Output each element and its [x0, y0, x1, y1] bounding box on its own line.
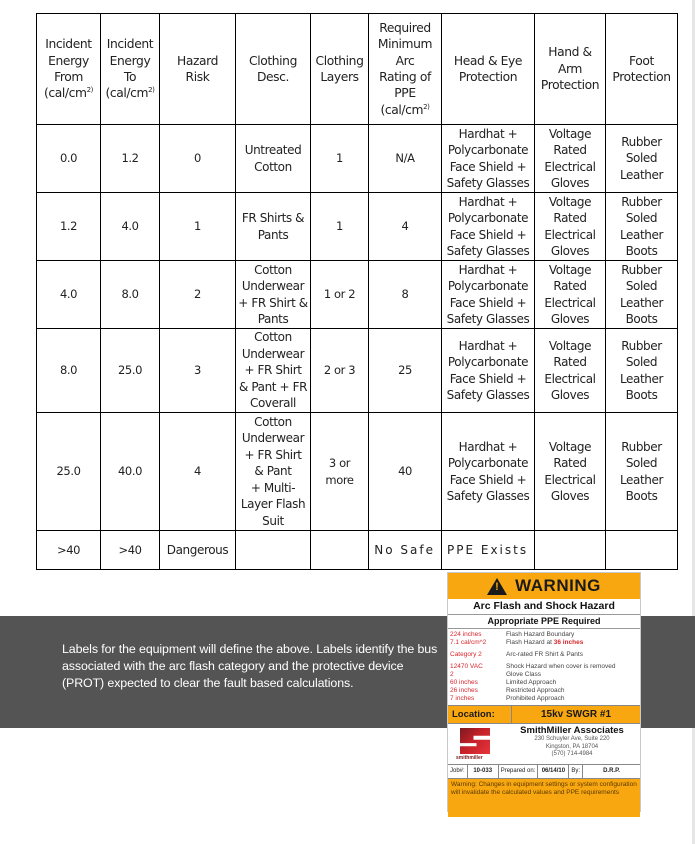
cell-to: 40.0: [101, 413, 160, 531]
header-head-eye-protection: [442, 14, 535, 125]
cell-line: Voltage: [548, 439, 592, 454]
cell-line: Boots: [625, 387, 658, 402]
label-hazard-row: [450, 687, 638, 695]
cell-line: Underwear: [241, 346, 305, 361]
cell-from: 1.2: [37, 193, 101, 261]
cell-line: Safety Glasses: [446, 488, 530, 503]
cell-line: Polycarbonate: [447, 143, 529, 158]
cell-line: Hardhat +: [458, 262, 518, 277]
cell-foot: [606, 329, 678, 413]
cell-layers: 1 or 2: [311, 261, 369, 329]
cell-line: & Pant + FR: [238, 379, 308, 394]
location-label: Location:: [448, 706, 512, 723]
label-hazard-row: [450, 663, 638, 671]
cell-line: Face Shield +: [449, 295, 527, 310]
header-line: Risk: [185, 70, 210, 84]
firm-address-line1: 230 Schuyler Ave, Suite 220: [534, 736, 610, 742]
logo-mark-icon: [460, 728, 490, 754]
header-line: Incident: [45, 37, 92, 52]
header-line: PPE: [394, 86, 416, 101]
header-line: Energy: [109, 53, 151, 68]
cell-empty: [606, 531, 678, 570]
cell-line: Gloves: [550, 311, 590, 326]
cell-hand: [535, 413, 606, 531]
cell-line: Hardhat +: [458, 439, 518, 454]
table-row: [37, 193, 678, 261]
hazard-value: 26 inches: [450, 687, 478, 694]
cell-line: Leather: [619, 227, 664, 242]
table-header-row: [37, 14, 678, 125]
cell-line: Soled: [625, 355, 658, 370]
hazard-description: Glove Class: [506, 671, 542, 678]
cell-from: >40: [37, 531, 101, 570]
cell-line: Rubber: [621, 262, 662, 277]
label-hazard-row: [450, 651, 638, 659]
cell-line: Polycarbonate: [447, 355, 529, 370]
header-line: Rating of: [379, 70, 431, 84]
cell-line: Gloves: [550, 175, 590, 190]
hazard-value: 2: [450, 671, 454, 678]
header-line: ($cal/cm^{2)}$: [380, 102, 430, 117]
cell-line: FR Shirts &: [241, 211, 305, 226]
cell-from: 0.0: [37, 125, 101, 193]
cell-layers: 1: [311, 193, 369, 261]
label-hazard-row: [450, 631, 638, 639]
cell-line: Rated: [553, 143, 587, 158]
cell-line: + Multi-: [250, 480, 296, 495]
cell-head: [442, 329, 535, 413]
table-row: [37, 261, 678, 329]
cell-line: + FR Shirt: [244, 363, 302, 378]
hazard-description: Flash Hazard Boundary: [506, 631, 575, 638]
cell-line: Pants: [257, 311, 289, 326]
cell-to: >40: [101, 531, 160, 570]
header-incident-energy-to: [101, 14, 160, 125]
cell-line: Hardhat +: [458, 338, 518, 353]
cell-line: Rated: [553, 355, 587, 370]
cell-rating: 8: [369, 261, 442, 329]
smithmiller-logo: [448, 724, 504, 764]
label-hazard-row: [450, 695, 638, 703]
cell-line: Gloves: [550, 387, 590, 402]
cell-line: Face Shield +: [449, 472, 527, 487]
warning-header: [448, 573, 640, 599]
cell-line: Rated: [553, 279, 587, 294]
by-label: By:: [569, 765, 583, 778]
cell-risk: 4: [160, 413, 236, 531]
table-row: [37, 125, 678, 193]
cell-line: Polycarbonate: [447, 279, 529, 294]
cell-line: Soled: [625, 151, 658, 166]
cell-clothing: [236, 193, 311, 261]
firm-name: SmithMiller Associates: [520, 725, 624, 736]
header-clothing-desc: [236, 14, 311, 125]
hazard-description: Prohibited Approach: [506, 695, 565, 702]
header-line: Clothing: [315, 53, 364, 68]
hazard-description: Restricted Approach: [506, 687, 565, 694]
cell-to: 1.2: [101, 125, 160, 193]
header-line: Energy: [48, 53, 89, 68]
cell-line: Face Shield +: [449, 371, 527, 386]
cell-line: Cotton: [254, 330, 292, 345]
label-hazard-row: [450, 639, 638, 647]
hazard-value: 60 inches: [450, 679, 478, 686]
job-row: [448, 764, 640, 779]
hazard-value: 7.1 cal/cm^2: [450, 639, 487, 646]
cell-line: Leather: [619, 472, 664, 487]
label-footer-warning: Warning: Changes in equipment settings or system configuration will invalidate the calculated values and PPE requirements: [448, 779, 640, 817]
cell-head: PPE Exists: [442, 531, 535, 570]
label-hazard-rows: [448, 629, 640, 703]
cell-line: Boots: [625, 243, 658, 258]
cell-line: Safety Glasses: [446, 387, 530, 402]
header-hazard-risk: [160, 14, 236, 125]
header-line: Arc: [395, 53, 415, 68]
cell-line: Soled: [625, 211, 658, 226]
cell-head: [442, 413, 535, 531]
cell-line: Safety Glasses: [446, 243, 530, 258]
prepared-value: 06/14/10: [541, 768, 566, 774]
cell-line: Hardhat +: [458, 126, 518, 141]
cell-line: more: [325, 472, 354, 487]
cell-line: Electrical: [544, 472, 596, 487]
location-value: 15kv SWGR #1: [540, 709, 612, 720]
cell-line: Safety Glasses: [446, 311, 530, 326]
cell-from: 8.0: [37, 329, 101, 413]
header-line: Hazard: [176, 53, 219, 68]
cell-rating: 25: [369, 329, 442, 413]
header-line: Required: [379, 20, 431, 35]
cell-line: Voltage: [548, 338, 592, 353]
header-line: Arm: [557, 61, 583, 76]
info-band-text: Labels for the equipment will define the above. Labels identify the bus associated with the arc flash category and the protective device (PROT) expected to clear the fault based calculations.: [62, 642, 438, 690]
cell-line: Rated: [553, 211, 587, 226]
header-line: Protection: [458, 70, 518, 84]
warning-triangle-icon: !: [487, 578, 507, 595]
cell-rating: 40: [369, 413, 442, 531]
cell-line: Polycarbonate: [447, 456, 529, 471]
header-line: Protection: [612, 70, 671, 84]
cell-head: [442, 261, 535, 329]
hazard-description: Flash Hazard at 36 inches: [506, 639, 584, 646]
location-row: [448, 705, 640, 724]
cell-clothing: [236, 261, 311, 329]
cell-line: Boots: [625, 311, 658, 326]
cell-line: 3 or: [328, 456, 351, 471]
header-line: Foot: [629, 53, 654, 68]
header-incident-energy-from: [37, 14, 101, 125]
cell-line: Coverall: [250, 396, 296, 411]
cell-hand: [535, 261, 606, 329]
cell-line: Layer Flash: [240, 497, 306, 512]
cell-line: Face Shield +: [449, 159, 527, 174]
cell-risk: Dangerous: [160, 531, 236, 570]
cell-line: Rubber: [621, 194, 662, 209]
cell-layers: [311, 413, 369, 531]
cell-line: Boots: [625, 488, 658, 503]
cell-line: Electrical: [544, 227, 596, 242]
cell-line: Cotton: [254, 262, 292, 277]
cell-line: Safety Glasses: [446, 175, 530, 190]
cell-line: Voltage: [548, 262, 592, 277]
cell-layers: 1: [311, 125, 369, 193]
cell-clothing: [236, 413, 311, 531]
cell-line: Rubber: [621, 338, 662, 353]
cell-empty: [535, 531, 606, 570]
label-hazard-row: [450, 671, 638, 679]
cell-line: + FR Shirt &: [238, 295, 308, 310]
header-hand-arm-protection: [535, 14, 606, 125]
header-line: Clothing: [249, 53, 297, 68]
hazard-value: Category 2: [450, 651, 482, 658]
cell-risk: 1: [160, 193, 236, 261]
cell-empty: [236, 531, 311, 570]
cell-line: Rubber: [621, 134, 662, 149]
header-line: Head & Eye: [453, 53, 523, 68]
cell-risk: 0: [160, 125, 236, 193]
hazard-value: 7 inches: [450, 695, 475, 702]
cell-line: Leather: [619, 371, 664, 386]
cell-risk: 3: [160, 329, 236, 413]
cell-hand: [535, 193, 606, 261]
hazard-value: 224 inches: [450, 631, 482, 638]
cell-line: Electrical: [544, 159, 596, 174]
cell-head: [442, 193, 535, 261]
cell-head: [442, 125, 535, 193]
cell-line: Electrical: [544, 295, 596, 310]
arc-flash-warning-label: [447, 572, 641, 812]
cell-to: 4.0: [101, 193, 160, 261]
cell-line: Suit: [262, 513, 284, 528]
cell-hand: [535, 329, 606, 413]
by-value: D.R.P.: [603, 768, 620, 774]
cell-line: & Pant: [254, 464, 292, 479]
cell-line: Leather: [619, 167, 664, 182]
cell-foot: [606, 413, 678, 531]
header-line: Hand &: [548, 45, 592, 60]
header-required-arc-rating: [369, 14, 442, 125]
header-line: From: [54, 70, 83, 84]
header-line: Minimum: [377, 37, 433, 52]
ppe-table: [36, 13, 678, 570]
cell-line: + FR Shirt: [244, 447, 302, 462]
firm-block: [448, 724, 640, 764]
cell-line: Pants: [257, 227, 289, 242]
cell-clothing: [236, 329, 311, 413]
hazard-value: 12470 VAC: [450, 663, 483, 670]
header-line: ($cal/cm^{2)}$: [44, 86, 93, 101]
firm-address-line2: Kingston, PA 18704: [545, 743, 599, 750]
header-clothing-layers: [311, 14, 369, 125]
header-line: Layers: [320, 70, 359, 84]
cell-line: Untreated: [244, 143, 302, 158]
cell-rating: N/A: [369, 125, 442, 193]
header-line: Protection: [540, 78, 600, 93]
cell-from: 25.0: [37, 413, 101, 531]
cell-line: Rubber: [621, 439, 662, 454]
hazard-description: Limited Approach: [506, 679, 557, 686]
cell-foot: [606, 261, 678, 329]
cell-empty: [311, 531, 369, 570]
cell-line: Gloves: [550, 243, 590, 258]
cell-rating: No Safe: [369, 531, 442, 570]
label-title: Arc Flash and Shock Hazard: [448, 599, 640, 615]
cell-line: Electrical: [544, 371, 596, 386]
label-subtitle: Appropriate PPE Required: [448, 615, 640, 629]
cell-line: Voltage: [548, 126, 592, 141]
logo-caption: smithmiller: [456, 755, 483, 761]
prepared-label: Prepared on:: [499, 765, 539, 778]
cell-layers: 2 or 3: [311, 329, 369, 413]
cell-line: Underwear: [241, 431, 305, 446]
warning-title: WARNING: [515, 576, 601, 595]
cell-line: Cotton: [254, 159, 292, 174]
cell-risk: 2: [160, 261, 236, 329]
header-line: Incident: [106, 37, 154, 52]
job-label: Job#:: [448, 765, 468, 778]
cell-to: 25.0: [101, 329, 160, 413]
cell-line: Leather: [619, 295, 664, 310]
hazard-description: Arc-rated FR Shirt & Pants: [506, 651, 583, 658]
cell-clothing: [236, 125, 311, 193]
cell-line: Voltage: [548, 194, 592, 209]
cell-line: Soled: [625, 456, 658, 471]
cell-line: Polycarbonate: [447, 211, 529, 226]
cell-foot: [606, 125, 678, 193]
cell-line: Rated: [553, 456, 587, 471]
cell-hand: [535, 125, 606, 193]
header-line: Desc.: [256, 70, 290, 84]
cell-line: Soled: [625, 279, 658, 294]
table-row: [37, 329, 678, 413]
cell-rating: 4: [369, 193, 442, 261]
cell-line: Face Shield +: [449, 227, 527, 242]
cell-from: 4.0: [37, 261, 101, 329]
cell-line: Underwear: [241, 279, 305, 294]
label-hazard-row: [450, 679, 638, 687]
header-foot-protection: [606, 14, 678, 125]
cell-line: Cotton: [254, 415, 292, 430]
table-row-dangerous: [37, 531, 678, 570]
header-line: To: [123, 70, 137, 84]
table-row: [37, 413, 678, 531]
hazard-description: Shock Hazard when cover is removed: [506, 663, 616, 670]
cell-line: Gloves: [550, 488, 590, 503]
firm-phone: (570) 714-4984: [551, 751, 593, 757]
cell-foot: [606, 193, 678, 261]
header-line: ($cal/cm^{2)}$: [105, 86, 155, 101]
cell-line: Hardhat +: [458, 194, 518, 209]
job-value: 10-033: [473, 768, 493, 774]
cell-to: 8.0: [101, 261, 160, 329]
